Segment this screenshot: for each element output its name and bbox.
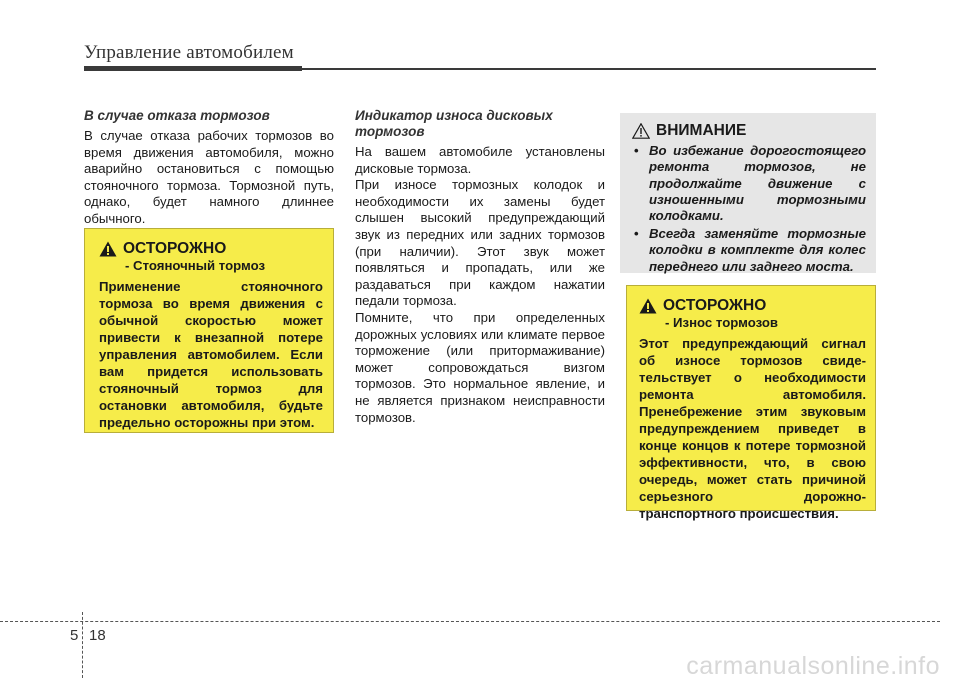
paragraph-2: При износе тормозных колодок и необходимости их замены будет слышен высокий предупреждающий звук из передних или задних тормозов (при наличии). Этот звук может появляться и пропадать, или же раздаваться при каждом нажатии педали тормоза. (355, 177, 605, 309)
caution-heading: ВНИМАНИЕ (656, 122, 747, 139)
caution-item: • Всегда заменяйте тормозные колодки в комплекте для колес переднего или заднего моста. (634, 226, 866, 274)
caution-list (632, 143, 866, 275)
warning-heading-row (639, 297, 866, 314)
section-title-wear-indicator: Индикатор износа дисковых тормозов (355, 108, 553, 139)
warning-subheading: - Стояночный тормоз (125, 258, 266, 273)
caution-heading-row (632, 123, 866, 139)
caution-item: • Во избежание дорогостоящего ремонта тормозов, не продолжайте движение с изношенными тормозными колодками. (634, 143, 866, 224)
warning-body: Применение стояночного тормоза во время движения с обычной скоростью может привести к внезапной потере управления автомобилем. Если вам придется использовать стояночный тормоз для остановки автомобиля, будьте предельно осторожны при этом. (99, 279, 323, 430)
warning-heading-row (99, 240, 323, 257)
chapter-number: 5 (70, 627, 79, 644)
warning-subheading: - Износ тормозов (665, 315, 779, 330)
warning-box-parking-brake (84, 228, 334, 433)
caution-box (620, 113, 876, 273)
warning-heading: ОСТОРОЖНО (123, 240, 227, 257)
left-column (84, 108, 334, 228)
footer-vertical-rule (82, 612, 83, 678)
header-rule-thick (84, 66, 302, 71)
header-rule-thin (302, 68, 876, 70)
paragraph-1: На вашем автомобиле установлены дисковые тормоза. (355, 144, 605, 176)
middle-column (355, 108, 605, 426)
section-body-brake-failure: В случае отказа рабочих тормозов во время движения автомобиля, можно аварийно остановиться с помощью стояночного тормоза. Тормозной путь, однако, будет намного длиннее обычного. (84, 128, 334, 226)
footer-horizontal-rule (0, 621, 940, 622)
warning-triangle-icon (639, 298, 657, 314)
warning-body: Этот предупреждающий сигнал об износе тормозов свиде-тельствует о необходимости ремонта автомобиля. Пренебрежение этим звуковым предупреждением приведет в конце концов к потере тормозной эффективности, что, в свою очередь, может стать причиной серьезного дорожно-транспортного происшествия. (639, 336, 866, 521)
warning-box-brake-wear (626, 285, 876, 521)
paragraph-3: Помните, что при определенных дорожных условиях или климате первое торможение (или притормаживание) может сопровождаться визгом тормозов. Это нормальное явление, и не является признаком неисправности тормозов. (355, 309, 605, 425)
watermark: carmanualsonline.info (686, 652, 940, 680)
warning-heading: ОСТОРОЖНО (663, 297, 767, 314)
page-header-title: Управление автомобилем (84, 42, 294, 63)
page-number: 18 (89, 627, 106, 644)
caution-triangle-icon (632, 123, 650, 139)
section-title-brake-failure: В случае отказа тормозов (84, 108, 270, 123)
warning-triangle-icon (99, 241, 117, 257)
